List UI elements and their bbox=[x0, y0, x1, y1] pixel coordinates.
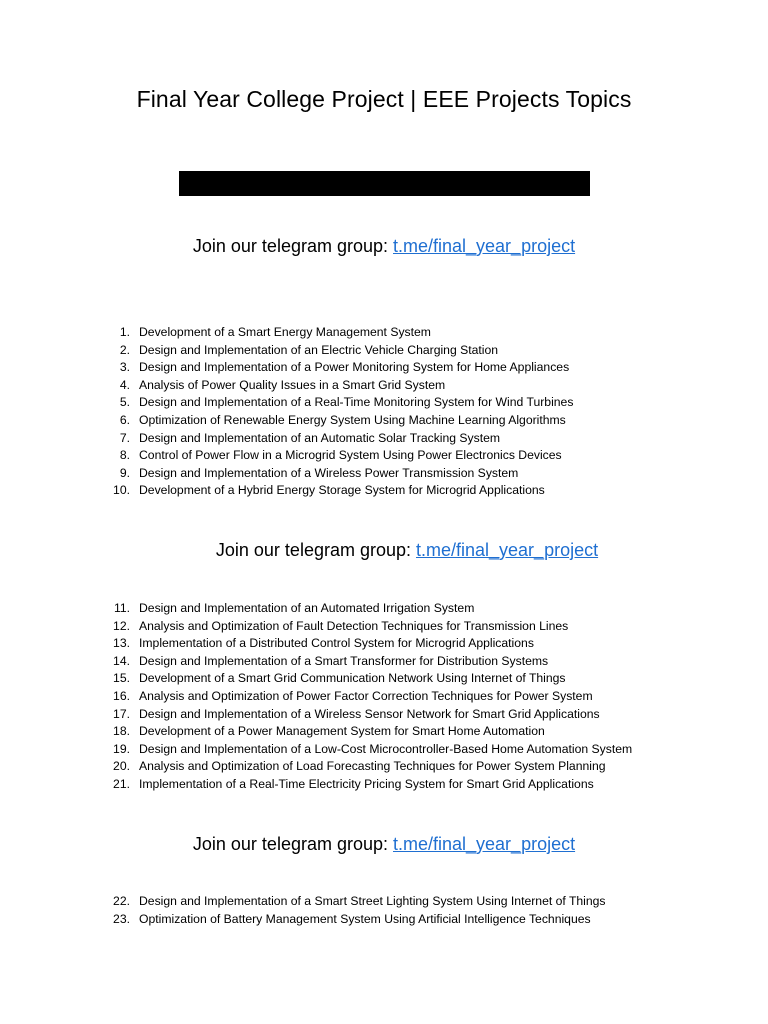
item-text: Analysis and Optimization of Load Forecasting Techniques for Power System Planning bbox=[139, 759, 606, 774]
topic-list-section-2 bbox=[108, 600, 632, 794]
item-number: 20. bbox=[113, 759, 130, 774]
list-item bbox=[108, 394, 573, 412]
item-text: Design and Implementation of a Low-Cost Microcontroller-Based Home Automation System bbox=[139, 741, 633, 756]
item-text: Analysis and Optimization of Fault Detection Techniques for Transmission Lines bbox=[139, 618, 569, 633]
item-number: 15. bbox=[113, 671, 130, 686]
item-number: 19. bbox=[113, 741, 130, 756]
item-number: 23. bbox=[113, 911, 130, 926]
telegram-link[interactable]: t.me/final_year_project bbox=[393, 834, 576, 854]
list-item bbox=[108, 430, 573, 448]
list-item bbox=[108, 412, 573, 430]
telegram-prefix: Join our telegram group: bbox=[192, 236, 393, 256]
item-text: Design and Implementation of a Wireless Power Transmission System bbox=[139, 465, 519, 480]
item-text: Implementation of a Real-Time Electricity Pricing System for Smart Grid Applications bbox=[139, 776, 594, 791]
list-item bbox=[108, 447, 573, 465]
item-number: 9. bbox=[119, 465, 130, 480]
list-item bbox=[108, 482, 573, 500]
list-item bbox=[108, 776, 632, 794]
item-text: Optimization of Battery Management System Using Artificial Intelligence Techniques bbox=[139, 911, 591, 926]
item-text: Design and Implementation of an Electric Vehicle Charging Station bbox=[139, 342, 499, 357]
list-item bbox=[108, 359, 573, 377]
item-number: 1. bbox=[119, 325, 130, 339]
topic-list-section-3 bbox=[108, 893, 606, 928]
item-text: Development of a Smart Energy Management System bbox=[139, 325, 431, 339]
list-item bbox=[108, 670, 632, 688]
list-item bbox=[108, 741, 632, 759]
page-title: Final Year College Project | EEE Projects Topics bbox=[136, 86, 632, 112]
telegram-line-2 bbox=[23, 540, 768, 561]
topic-list-section-1 bbox=[108, 324, 573, 500]
item-text: Optimization of Renewable Energy System Using Machine Learning Algorithms bbox=[139, 412, 566, 427]
list-item bbox=[108, 618, 632, 636]
item-number: 22. bbox=[113, 894, 130, 908]
list-item bbox=[108, 653, 632, 671]
item-text: Analysis and Optimization of Power Factor Correction Techniques for Power System bbox=[139, 688, 593, 703]
list-item bbox=[108, 342, 573, 360]
item-text: Development of a Smart Grid Communication Network Using Internet of Things bbox=[139, 671, 566, 686]
item-text: Control of Power Flow in a Microgrid System Using Power Electronics Devices bbox=[139, 448, 562, 463]
list-item bbox=[108, 635, 632, 653]
list-item bbox=[108, 893, 606, 911]
item-number: 21. bbox=[113, 776, 130, 791]
item-number: 8. bbox=[119, 448, 130, 463]
item-number: 7. bbox=[119, 430, 130, 445]
item-text: Design and Implementation of an Automatic Solar Tracking System bbox=[139, 430, 501, 445]
item-text: Design and Implementation of a Smart Transformer for Distribution Systems bbox=[139, 653, 549, 668]
item-number: 16. bbox=[113, 688, 130, 703]
item-number: 2. bbox=[119, 342, 130, 357]
telegram-prefix: Join our telegram group: bbox=[215, 540, 416, 560]
item-number: 6. bbox=[119, 412, 130, 427]
item-number: 12. bbox=[113, 618, 130, 633]
telegram-line-3 bbox=[0, 834, 768, 855]
item-number: 4. bbox=[119, 377, 130, 392]
list-item bbox=[108, 706, 632, 724]
item-text: Analysis of Power Quality Issues in a Smart Grid System bbox=[139, 377, 446, 392]
item-text: Design and Implementation of an Automated Irrigation System bbox=[139, 601, 475, 615]
list-item bbox=[108, 758, 632, 776]
list-item bbox=[108, 723, 632, 741]
item-text: Design and Implementation of a Smart Street Lighting System Using Internet of Things bbox=[139, 894, 606, 908]
item-number: 13. bbox=[113, 636, 130, 651]
item-text: Implementation of a Distributed Control System for Microgrid Applications bbox=[139, 636, 534, 651]
list-item bbox=[108, 324, 573, 342]
list-item bbox=[108, 465, 573, 483]
item-number: 5. bbox=[119, 395, 130, 410]
item-number: 14. bbox=[113, 653, 130, 668]
item-number: 11. bbox=[113, 601, 130, 615]
item-text: Development of a Power Management System for Smart Home Automation bbox=[139, 724, 545, 739]
list-item bbox=[108, 688, 632, 706]
item-text: Design and Implementation of a Wireless Sensor Network for Smart Grid Applications bbox=[139, 706, 600, 721]
item-number: 3. bbox=[119, 360, 130, 375]
redaction-bar bbox=[179, 171, 590, 196]
list-item bbox=[108, 377, 573, 395]
item-text: Design and Implementation of a Power Monitoring System for Home Appliances bbox=[139, 360, 570, 375]
item-number: 10. bbox=[113, 483, 130, 498]
list-item bbox=[108, 600, 632, 618]
item-number: 17. bbox=[113, 706, 130, 721]
item-text: Design and Implementation of a Real-Time Monitoring System for Wind Turbines bbox=[139, 395, 574, 410]
telegram-prefix: Join our telegram group: bbox=[192, 834, 393, 854]
telegram-link[interactable]: t.me/final_year_project bbox=[393, 236, 576, 256]
item-text: Development of a Hybrid Energy Storage System for Microgrid Applications bbox=[139, 483, 545, 498]
list-item bbox=[108, 911, 606, 929]
telegram-line-1 bbox=[0, 236, 768, 257]
telegram-link[interactable]: t.me/final_year_project bbox=[416, 540, 599, 560]
item-number: 18. bbox=[113, 724, 130, 739]
